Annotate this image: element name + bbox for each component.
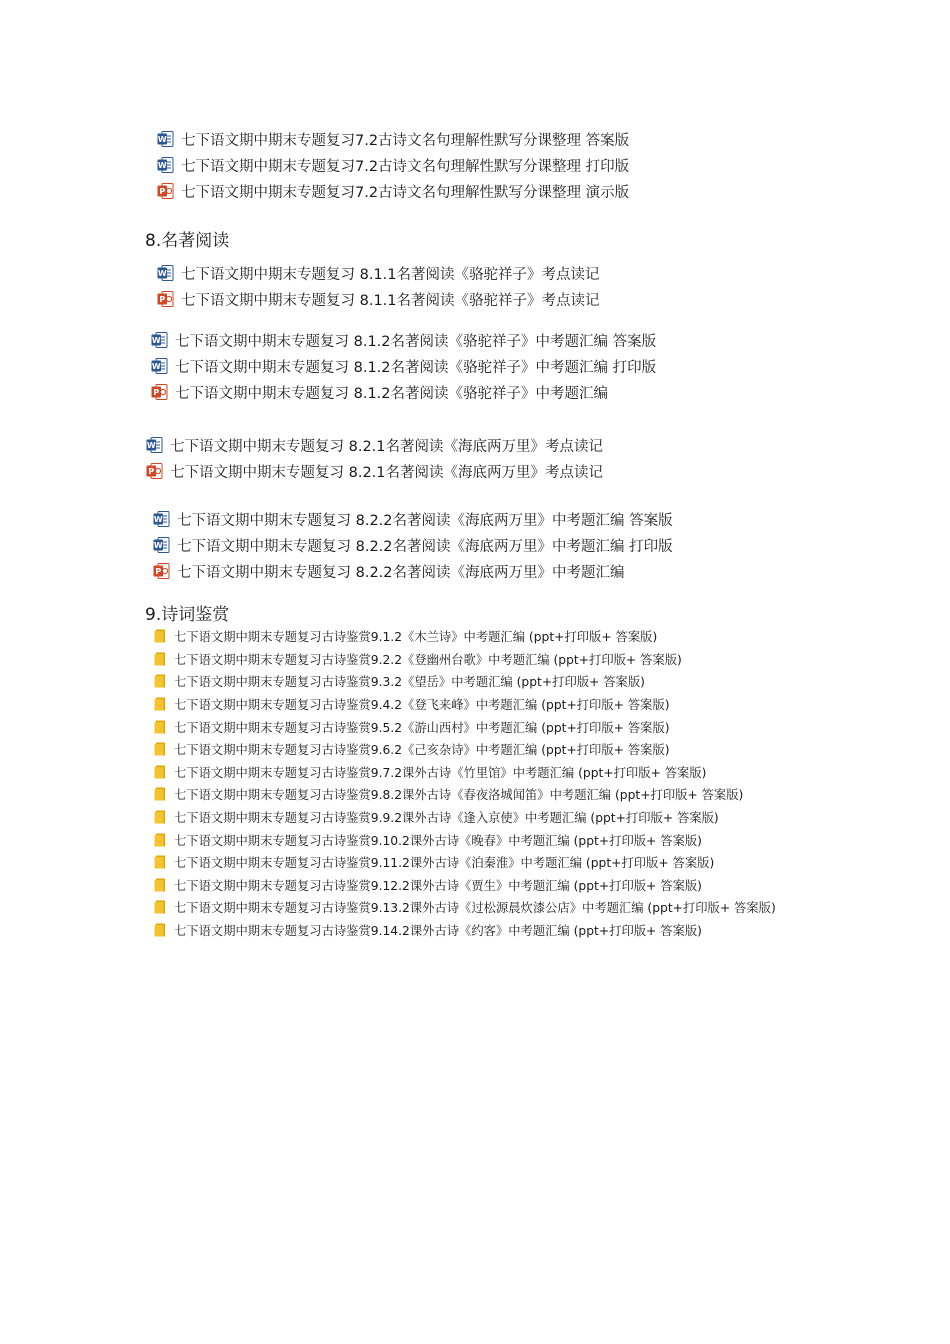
word-doc-icon <box>157 264 174 282</box>
folder-icon <box>154 742 166 756</box>
folder-name: 七下语文期中期末专题复习古诗鉴赏9.12.2课外古诗《贾生》中考题汇编 (ppt+打印版+ 答案版) <box>174 878 702 893</box>
file-name: 七下语文期中期末专题复习 8.1.2名著阅读《骆驼祥子》中考题汇编 打印版 <box>175 359 657 376</box>
word-doc-icon <box>153 510 170 528</box>
folder-name: 七下语文期中期末专题复习古诗鉴赏9.6.2《己亥杂诗》中考题汇编 (ppt+打印版+ 答案版) <box>174 743 670 758</box>
file-item[interactable] <box>151 353 656 379</box>
folder-icon <box>154 765 166 779</box>
file-name: 七下语文期中期末专题复习 8.2.2名著阅读《海底两万里》中考题汇编 答案版 <box>177 512 673 529</box>
file-item[interactable] <box>157 126 629 152</box>
file-item[interactable] <box>146 458 603 484</box>
folder-item[interactable] <box>154 828 776 851</box>
file-item[interactable] <box>157 260 600 286</box>
section8-group4 <box>153 506 673 584</box>
ppt-file-icon <box>153 562 170 580</box>
folder-icon <box>154 652 166 666</box>
file-name: 七下语文期中期末专题复习 8.1.1名著阅读《骆驼祥子》考点读记 <box>181 292 600 309</box>
folder-item[interactable] <box>154 738 776 761</box>
file-name: 七下语文期中期末专题复习 8.1.2名著阅读《骆驼祥子》中考题汇编 <box>175 385 609 402</box>
section7-file-list <box>157 126 629 204</box>
section8-group1 <box>157 260 600 312</box>
folder-item[interactable] <box>154 874 776 897</box>
word-doc-icon <box>146 436 163 454</box>
folder-icon <box>154 855 166 869</box>
folder-name: 七下语文期中期末专题复习古诗鉴赏9.14.2课外古诗《约客》中考题汇编 (ppt+打印版+ 答案版) <box>174 924 702 939</box>
file-name: 七下语文期中期末专题复习 8.1.1名著阅读《骆驼祥子》考点读记 <box>181 266 600 283</box>
svg-text:P: P <box>153 388 160 397</box>
svg-text:P: P <box>159 187 166 196</box>
section9-heading: 9.诗词鉴赏 <box>145 605 230 625</box>
folder-item[interactable] <box>154 896 776 919</box>
folder-item[interactable] <box>154 670 776 693</box>
svg-text:W: W <box>146 441 156 450</box>
ppt-file-icon <box>146 462 163 480</box>
folder-item[interactable] <box>154 648 776 671</box>
file-name: 七下语文期中期末专题复习 8.1.2名著阅读《骆驼祥子》中考题汇编 答案版 <box>175 333 657 350</box>
file-name: 七下语文期中期末专题复习7.2古诗文名句理解性默写分课整理 答案版 <box>181 132 630 149</box>
ppt-file-icon <box>157 182 174 200</box>
folder-name: 七下语文期中期末专题复习古诗鉴赏9.10.2课外古诗《晚春》中考题汇编 (ppt+打印版+ 答案版) <box>174 833 702 848</box>
svg-text:W: W <box>157 269 167 278</box>
svg-text:P: P <box>155 567 162 576</box>
folder-name: 七下语文期中期末专题复习古诗鉴赏9.7.2课外古诗《竹里馆》中考题汇编 (ppt+打印版+ 答案版) <box>174 765 707 780</box>
folder-item[interactable] <box>154 715 776 738</box>
section8-group3 <box>146 432 603 484</box>
folder-icon <box>154 697 166 711</box>
folder-name: 七下语文期中期末专题复习古诗鉴赏9.4.2《登飞来峰》中考题汇编 (ppt+打印版+ 答案版) <box>174 698 670 713</box>
svg-text:W: W <box>153 541 163 550</box>
svg-text:W: W <box>157 135 167 144</box>
word-doc-icon <box>153 536 170 554</box>
file-name: 七下语文期中期末专题复习 8.2.2名著阅读《海底两万里》中考题汇编 打印版 <box>177 538 673 555</box>
section8-heading: 8.名著阅读 <box>145 231 230 251</box>
file-item[interactable] <box>146 432 603 458</box>
folder-item[interactable] <box>154 919 776 942</box>
folder-name: 七下语文期中期末专题复习古诗鉴赏9.9.2课外古诗《逢入京使》中考题汇编 (ppt+打印版+ 答案版) <box>174 811 719 826</box>
file-item[interactable] <box>153 532 673 558</box>
svg-text:P: P <box>148 467 155 476</box>
folder-icon <box>154 787 166 801</box>
folder-icon <box>154 833 166 847</box>
folder-icon <box>154 923 166 937</box>
file-name: 七下语文期中期末专题复习 8.2.1名著阅读《海底两万里》考点读记 <box>170 438 604 455</box>
folder-icon <box>154 629 166 643</box>
folder-name: 七下语文期中期末专题复习古诗鉴赏9.11.2课外古诗《泊秦淮》中考题汇编 (ppt+打印版+ 答案版) <box>174 856 715 871</box>
svg-text:W: W <box>151 362 161 371</box>
folder-item[interactable] <box>154 761 776 784</box>
section8-group2 <box>151 327 656 405</box>
file-item[interactable] <box>157 178 629 204</box>
word-doc-icon <box>151 357 168 375</box>
file-item[interactable] <box>157 286 600 312</box>
folder-item[interactable] <box>154 693 776 716</box>
file-item[interactable] <box>153 506 673 532</box>
svg-text:P: P <box>159 295 166 304</box>
folder-name: 七下语文期中期末专题复习古诗鉴赏9.3.2《望岳》中考题汇编 (ppt+打印版+ 答案版) <box>174 675 645 690</box>
folder-icon <box>154 878 166 892</box>
folder-item[interactable] <box>154 851 776 874</box>
file-name: 七下语文期中期末专题复习 8.2.2名著阅读《海底两万里》中考题汇编 <box>177 564 625 581</box>
folder-name: 七下语文期中期末专题复习古诗鉴赏9.2.2《登幽州台歌》中考题汇编 (ppt+打印版+ 答案版) <box>174 652 682 667</box>
folder-name: 七下语文期中期末专题复习古诗鉴赏9.8.2课外古诗《春夜洛城闻笛》中考题汇编 (ppt+打印版+ 答案版) <box>174 788 744 803</box>
folder-name: 七下语文期中期末专题复习古诗鉴赏9.1.2《木兰诗》中考题汇编 (ppt+打印版+ 答案版) <box>174 630 658 645</box>
file-item[interactable] <box>153 558 673 584</box>
folder-item[interactable] <box>154 783 776 806</box>
section9-folder-list <box>154 625 776 941</box>
file-item[interactable] <box>151 379 656 405</box>
folder-icon <box>154 810 166 824</box>
file-item[interactable] <box>157 152 629 178</box>
word-doc-icon <box>157 156 174 174</box>
ppt-file-icon <box>151 383 168 401</box>
folder-item[interactable] <box>154 625 776 648</box>
file-name: 七下语文期中期末专题复习 8.2.1名著阅读《海底两万里》考点读记 <box>170 464 604 481</box>
folder-name: 七下语文期中期末专题复习古诗鉴赏9.13.2课外古诗《过松源晨炊漆公店》中考题汇编 (ppt+打印版+ 答案版) <box>174 901 776 916</box>
folder-item[interactable] <box>154 806 776 829</box>
folder-icon <box>154 900 166 914</box>
svg-text:W: W <box>157 161 167 170</box>
file-name: 七下语文期中期末专题复习7.2古诗文名句理解性默写分课整理 演示版 <box>181 184 630 201</box>
file-item[interactable] <box>151 327 656 353</box>
file-name: 七下语文期中期末专题复习7.2古诗文名句理解性默写分课整理 打印版 <box>181 158 630 175</box>
folder-icon <box>154 674 166 688</box>
word-doc-icon <box>157 130 174 148</box>
svg-text:W: W <box>151 336 161 345</box>
ppt-file-icon <box>157 290 174 308</box>
svg-text:W: W <box>153 515 163 524</box>
folder-icon <box>154 720 166 734</box>
folder-name: 七下语文期中期末专题复习古诗鉴赏9.5.2《游山西村》中考题汇编 (ppt+打印版+ 答案版) <box>174 720 670 735</box>
word-doc-icon <box>151 331 168 349</box>
